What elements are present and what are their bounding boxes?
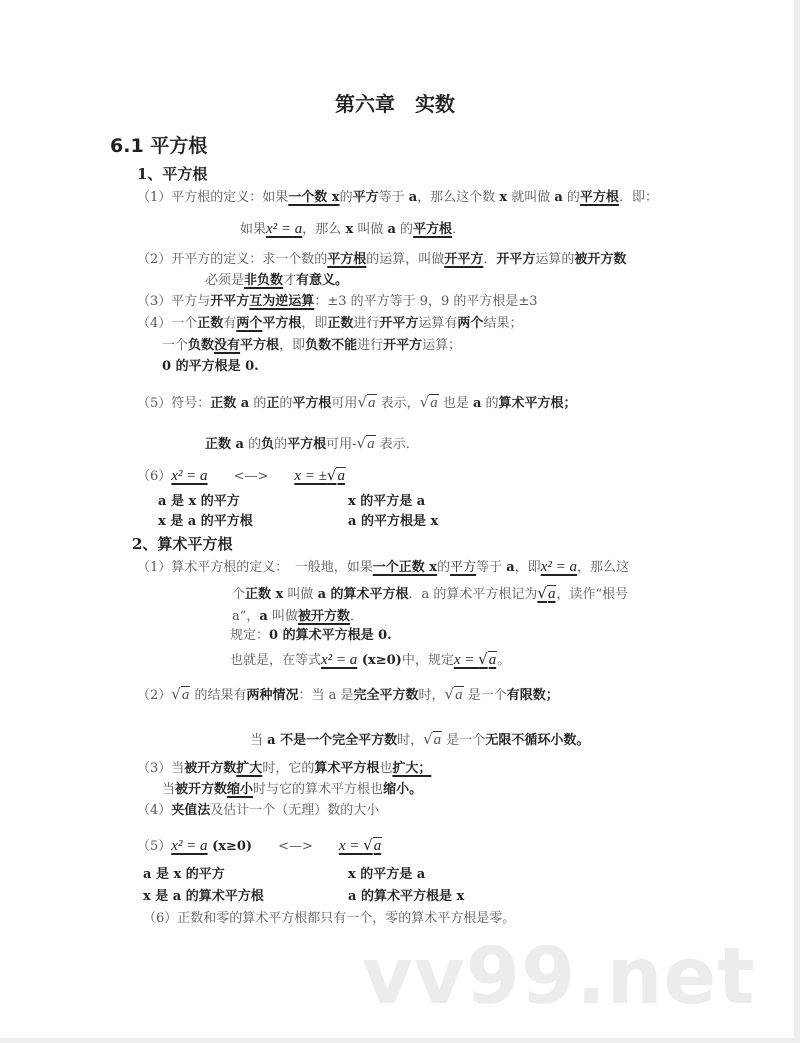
- text-segment: 缩小。: [383, 782, 423, 797]
- text-segment: <—>: [252, 839, 339, 854]
- text-segment: ，读作“根号: [556, 587, 629, 602]
- text-segment: 叫做: [283, 587, 318, 602]
- text-segment: a 的算术平方根: [317, 587, 409, 602]
- text-line: [348, 888, 464, 906]
- text-segment: 1、平方根: [137, 165, 208, 183]
- page-bottom-edge: [0, 1038, 800, 1043]
- text-segment: ：当 a 是: [298, 688, 354, 703]
- text-segment: 平方根: [262, 316, 302, 331]
- text-segment: a 是 x 的平方: [143, 867, 225, 882]
- text-segment: 才: [283, 273, 297, 288]
- section-heading: 6.1 平方根: [110, 135, 208, 157]
- text-segment: 平方根: [240, 338, 280, 353]
- text-segment: 开平方: [496, 252, 536, 267]
- text-segment: a: [472, 396, 482, 411]
- text-segment: （6）: [137, 469, 172, 484]
- text-segment: 一个正数 x: [372, 560, 438, 575]
- text-segment: 开平方: [379, 316, 419, 331]
- text-segment: 开平方: [210, 294, 250, 309]
- text-segment: 中，规定: [401, 653, 454, 668]
- text-segment: 的: [339, 190, 353, 205]
- text-segment: 当: [162, 782, 176, 797]
- text-segment: a: [259, 609, 268, 624]
- text-segment: x: [345, 222, 354, 237]
- text-segment: 扩大；: [392, 761, 432, 776]
- text-segment: 时，: [397, 733, 424, 748]
- text-segment: （1）平方根的定义：如果: [137, 190, 289, 205]
- text-segment: 扩大: [236, 761, 263, 776]
- text-segment: 的运算，叫做: [366, 252, 445, 267]
- text-segment: 个: [232, 587, 246, 602]
- text-line: [137, 802, 379, 820]
- text-segment: 2、算术平方根: [132, 535, 233, 553]
- text-segment: 及估计一个（无理）数的大小: [210, 803, 380, 818]
- text-segment: 就叫做: [507, 190, 555, 205]
- text-segment: 。: [497, 653, 511, 668]
- text-line: [348, 513, 438, 531]
- text-line: [232, 608, 363, 626]
- text-segment: 开平方: [383, 338, 423, 353]
- text-segment: 是一个: [442, 733, 486, 748]
- text-segment: 平方: [352, 190, 379, 205]
- text-segment: 是一个: [463, 688, 507, 703]
- text-segment: 被开方数: [175, 782, 228, 797]
- text-line: [137, 251, 626, 269]
- text-segment: x 是 a 的算术平方根: [143, 889, 264, 904]
- text-segment: 可用-: [326, 437, 357, 452]
- text-segment: 运算有: [418, 316, 458, 331]
- text-segment: a 是 x 的平方: [158, 494, 240, 509]
- text-line: [137, 165, 207, 183]
- text-segment: 缩小: [227, 782, 254, 797]
- text-segment: ：±3 的平方等于 9，9 的平方根是±3: [314, 294, 538, 309]
- radical-sign-icon: √: [356, 434, 367, 452]
- text-line: [137, 293, 538, 311]
- text-segment: 无限不循环小数。: [485, 733, 590, 748]
- text-line: [250, 730, 589, 750]
- text-segment: 平方根: [413, 222, 453, 237]
- text-segment: 当: [250, 733, 268, 748]
- text-segment: x 的平方是 a: [348, 867, 426, 882]
- text-segment: 平方: [450, 560, 477, 575]
- text-segment: 正数 x: [245, 587, 284, 602]
- text-line: [158, 513, 253, 531]
- text-line: [158, 493, 240, 511]
- text-segment: ．: [483, 252, 497, 267]
- text-segment: ，即: [279, 338, 306, 353]
- text-segment: 叫做: [353, 222, 388, 237]
- sqrt-expression: [171, 685, 190, 703]
- text-segment: ，即: [514, 560, 541, 575]
- text-segment: 的: [279, 396, 293, 411]
- text-segment: 的: [395, 222, 414, 237]
- text-segment: 两个: [236, 316, 263, 331]
- radicand: a: [181, 687, 190, 703]
- sqrt-expression: [444, 685, 464, 703]
- text-line: [137, 189, 658, 207]
- text-segment: （2）: [137, 688, 172, 703]
- text-segment: a: [408, 190, 418, 205]
- math-expression: x² = a: [171, 838, 208, 854]
- text-segment: <—>: [207, 469, 295, 484]
- sqrt-expression: [326, 466, 346, 484]
- text-segment: a”，: [232, 609, 260, 624]
- text-segment: 夹值法: [171, 803, 211, 818]
- text-segment: 两种情况: [246, 688, 299, 703]
- text-segment: x: [499, 190, 508, 205]
- radical-sign-icon: √: [171, 685, 181, 703]
- text-segment: 进行: [357, 338, 384, 353]
- text-segment: 运算；: [422, 338, 462, 353]
- sqrt-expression: [419, 393, 439, 411]
- radicand: a: [337, 468, 345, 484]
- radical-sign-icon: √: [478, 650, 488, 668]
- text-segment: 的: [562, 190, 580, 205]
- text-segment: 运算的: [535, 252, 575, 267]
- text-segment: 的: [243, 437, 262, 452]
- text-segment: 平方根: [327, 252, 367, 267]
- text-segment: 两个: [457, 316, 484, 331]
- text-line: [137, 685, 559, 705]
- text-segment: a 的平方根是 x: [348, 514, 439, 529]
- text-segment: （1）算术平方根的定义： 一般地，如果: [137, 560, 373, 575]
- math-expression: x² = a: [266, 221, 303, 237]
- math-expression: x² = a: [321, 652, 358, 668]
- text-segment: 完全平方数: [353, 688, 419, 703]
- text-segment: （5）: [137, 839, 172, 854]
- text-line: [137, 760, 431, 778]
- text-segment: x 是 a 的平方根: [158, 514, 253, 529]
- text-segment: ．: [350, 609, 364, 624]
- text-segment: a: [554, 190, 563, 205]
- text-segment: 互为逆运算: [249, 294, 315, 309]
- text-segment: 的: [437, 560, 451, 575]
- text-line: [205, 434, 419, 454]
- text-segment: 表示．: [375, 437, 419, 452]
- page-edge: [794, 0, 800, 1043]
- text-segment: （4）一个: [137, 316, 198, 331]
- text-line: [137, 315, 522, 333]
- text-segment: 的: [481, 396, 499, 411]
- text-line: [205, 272, 348, 290]
- sqrt-expression: [356, 434, 376, 452]
- text-segment: 进行: [353, 316, 380, 331]
- text-segment: 的结果有: [190, 688, 247, 703]
- radicand: a: [430, 395, 438, 411]
- text-segment: x 的平方是 a: [348, 494, 426, 509]
- text-line: [230, 650, 510, 670]
- text-segment: 平方根: [287, 437, 327, 452]
- text-line: [137, 558, 629, 577]
- text-line: [137, 466, 346, 486]
- text-segment: 没有: [214, 338, 241, 353]
- text-segment: （6）正数和零的算术平方根都只有一个，零的算术平方根是零。: [143, 911, 516, 926]
- text-segment: 负数不能: [305, 338, 358, 353]
- text-line: [232, 584, 628, 604]
- text-segment: 被开方数: [297, 609, 350, 624]
- sqrt-expression: [363, 836, 382, 854]
- text-segment: 等于: [476, 560, 507, 575]
- radicand: a: [433, 732, 442, 748]
- text-segment: (x≥0): [207, 839, 253, 854]
- text-line: [162, 337, 461, 355]
- radical-sign-icon: √: [326, 466, 337, 484]
- text-segment: 有限数；: [506, 688, 559, 703]
- text-segment: ，那么这个数: [417, 190, 500, 205]
- math-expression: x² = a: [171, 468, 208, 484]
- text-segment: ．: [452, 222, 466, 237]
- math-expression: x = ±: [294, 468, 327, 484]
- text-segment: 时，: [418, 688, 445, 703]
- text-segment: （3）当: [137, 761, 185, 776]
- text-segment: 表示，: [376, 396, 420, 411]
- text-segment: 等于: [378, 190, 409, 205]
- math-expression: x =: [453, 652, 479, 668]
- text-segment: 正: [266, 396, 280, 411]
- text-segment: a: [506, 560, 515, 575]
- radical-sign-icon: √: [423, 730, 433, 748]
- watermark: vv99.net: [362, 932, 756, 1022]
- math-expression: x =: [338, 838, 364, 854]
- text-segment: 开平方: [444, 252, 484, 267]
- sqrt-expression: [537, 584, 556, 602]
- radicand: a: [455, 687, 463, 703]
- text-segment: 也就是，在等式: [230, 653, 322, 668]
- text-segment: 非负数: [244, 273, 284, 288]
- text-segment: （5）符号：: [137, 396, 211, 411]
- text-segment: (x≥0): [357, 653, 402, 668]
- math-expression: x² = a: [540, 559, 577, 575]
- text-segment: a: [387, 222, 396, 237]
- text-segment: 平方根: [579, 190, 619, 205]
- sqrt-expression: [357, 393, 376, 411]
- text-segment: 也是: [438, 396, 473, 411]
- text-segment: 必须是: [205, 273, 245, 288]
- text-line: [137, 393, 577, 413]
- text-segment: 可用: [331, 396, 358, 411]
- text-segment: 有意义。: [296, 273, 349, 288]
- text-segment: 算术平方根: [314, 761, 380, 776]
- sqrt-expression: [478, 650, 497, 668]
- text-segment: 结果；: [483, 316, 523, 331]
- chapter-title: 第六章 实数: [335, 92, 455, 116]
- text-line: [143, 866, 225, 884]
- text-segment: 如果: [240, 222, 267, 237]
- text-segment: a 的算术平方根是 x: [348, 889, 465, 904]
- text-segment: ，那么这: [576, 560, 629, 575]
- radical-sign-icon: √: [419, 393, 430, 411]
- radicand: a: [488, 652, 497, 668]
- text-line: [348, 493, 425, 511]
- radical-sign-icon: √: [363, 836, 373, 854]
- text-segment: 正数: [327, 316, 354, 331]
- text-segment: 有: [223, 316, 237, 331]
- text-segment: 负数: [188, 338, 215, 353]
- text-line: [143, 888, 264, 906]
- text-segment: ．即：: [618, 190, 658, 205]
- text-line: [132, 535, 232, 553]
- text-segment: 负: [261, 437, 275, 452]
- text-segment: 被开方数: [574, 252, 627, 267]
- text-segment: 叫做: [267, 609, 298, 624]
- text-line: [348, 866, 425, 884]
- radical-sign-icon: √: [537, 584, 547, 602]
- text-segment: 正数: [197, 316, 224, 331]
- text-segment: 平方根: [292, 396, 332, 411]
- text-segment: 被开方数: [184, 761, 237, 776]
- text-segment: 正数 a: [210, 396, 250, 411]
- text-line: [230, 627, 392, 645]
- text-segment: （2）开平方的定义：求一个数的: [137, 252, 328, 267]
- text-segment: 一个数 x: [288, 190, 340, 205]
- radicand: a: [373, 838, 382, 854]
- radicand: a: [368, 395, 376, 411]
- text-segment: 时，它的: [262, 761, 315, 776]
- text-line: [137, 836, 382, 856]
- text-segment: ．a 的算术平方根记为: [408, 587, 538, 602]
- radicand: a: [547, 586, 556, 602]
- text-segment: ，即: [301, 316, 328, 331]
- text-line: [162, 358, 259, 376]
- text-segment: 时与它的算术平方根也: [253, 782, 384, 797]
- text-segment: （4）: [137, 803, 172, 818]
- text-line: [162, 781, 422, 799]
- text-segment: 规定：: [230, 628, 270, 643]
- radicand: a: [367, 436, 375, 452]
- text-segment: 一个: [162, 338, 189, 353]
- radical-sign-icon: √: [444, 685, 455, 703]
- text-line: [143, 910, 515, 928]
- text-segment: 0 的平方根是 0.: [162, 359, 259, 374]
- text-segment: 的: [274, 437, 288, 452]
- radical-sign-icon: √: [357, 393, 367, 411]
- text-line: [240, 220, 465, 239]
- text-segment: ，那么: [302, 222, 346, 237]
- text-segment: 也: [379, 761, 393, 776]
- text-segment: 正数 a: [205, 437, 244, 452]
- sqrt-expression: [423, 730, 442, 748]
- text-segment: 0 的算术平方根是 0.: [269, 628, 392, 643]
- text-segment: （3）平方与: [137, 294, 211, 309]
- text-segment: 的: [249, 396, 267, 411]
- text-segment: 算术平方根；: [498, 396, 577, 411]
- text-segment: a 不是一个完全平方数: [267, 733, 398, 748]
